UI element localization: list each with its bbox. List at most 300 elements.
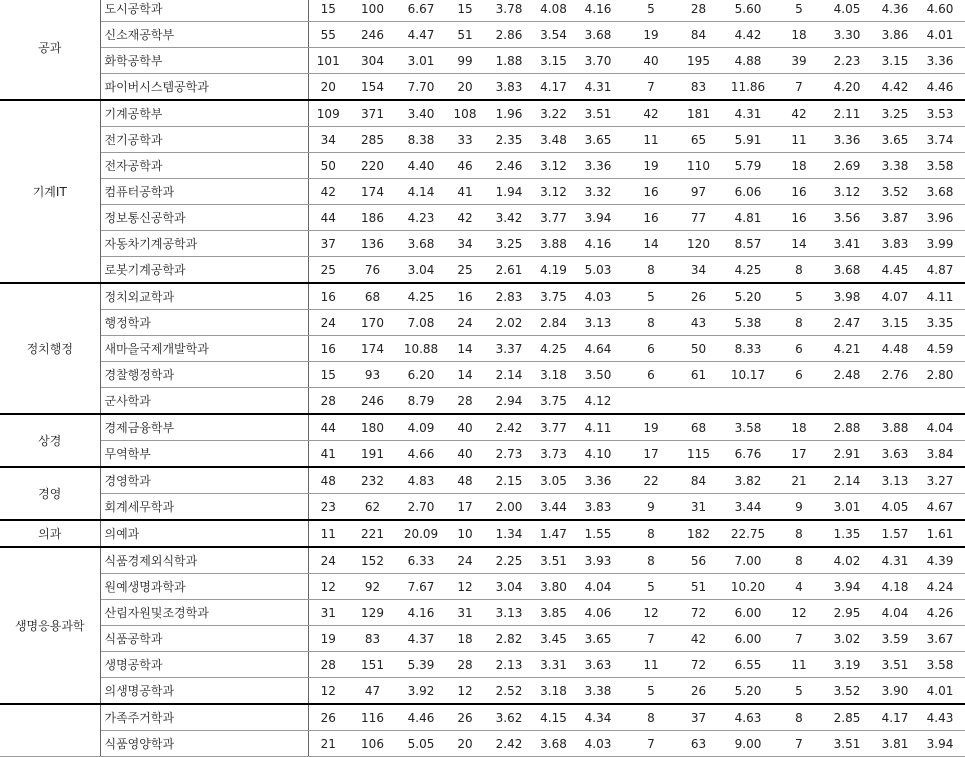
data-cell: 5.79 xyxy=(717,153,779,179)
department-name: 경제금융학부 xyxy=(100,414,308,441)
table-row xyxy=(0,100,965,127)
data-cell: 3.96 xyxy=(915,205,965,231)
data-cell: 3.63 xyxy=(574,652,622,678)
data-cell: 14 xyxy=(445,336,485,362)
group-label: 정치행정 xyxy=(0,283,100,414)
data-cell: 8.38 xyxy=(397,127,445,153)
data-cell: 4.25 xyxy=(397,283,445,310)
data-cell: 1.55 xyxy=(574,520,622,547)
data-cell: 20 xyxy=(445,74,485,101)
data-cell: 72 xyxy=(680,652,717,678)
table-row xyxy=(0,22,965,48)
data-cell: 2.83 xyxy=(485,283,533,310)
data-cell: 9 xyxy=(779,494,819,521)
data-cell: 4.12 xyxy=(574,388,622,415)
data-cell: 4.88 xyxy=(717,48,779,74)
data-cell: 3.18 xyxy=(533,678,574,705)
data-cell: 4.04 xyxy=(915,414,965,441)
data-cell: 4.83 xyxy=(397,467,445,494)
data-cell: 4.25 xyxy=(533,336,574,362)
data-cell: 42 xyxy=(445,205,485,231)
data-cell: 2.47 xyxy=(819,310,875,336)
data-cell: 2.42 xyxy=(485,731,533,757)
data-cell: 3.81 xyxy=(875,731,915,757)
data-cell: 22.75 xyxy=(717,520,779,547)
data-cell: 2.02 xyxy=(485,310,533,336)
data-cell: 5.20 xyxy=(717,678,779,705)
data-cell: 4.25 xyxy=(717,257,779,284)
data-cell: 3.51 xyxy=(533,547,574,574)
data-cell: 16 xyxy=(622,179,680,205)
data-cell: 182 xyxy=(680,520,717,547)
data-cell: 174 xyxy=(348,179,397,205)
data-cell: 10.20 xyxy=(717,574,779,600)
data-cell: 6 xyxy=(622,336,680,362)
data-cell: 18 xyxy=(779,414,819,441)
data-cell: 4.26 xyxy=(915,600,965,626)
data-cell: 3.83 xyxy=(574,494,622,521)
data-cell: 37 xyxy=(680,704,717,731)
data-cell: 3.25 xyxy=(875,100,915,127)
data-cell: 246 xyxy=(348,388,397,415)
data-cell: 28 xyxy=(680,0,717,22)
data-cell: 2.91 xyxy=(819,441,875,468)
table-row xyxy=(0,205,965,231)
data-cell: 72 xyxy=(680,600,717,626)
data-cell: 3.98 xyxy=(819,283,875,310)
data-cell: 4.11 xyxy=(574,414,622,441)
data-cell: 4.09 xyxy=(397,414,445,441)
data-cell: 3.68 xyxy=(915,179,965,205)
data-cell: 4.11 xyxy=(915,283,965,310)
data-cell: 11.86 xyxy=(717,74,779,101)
data-cell: 1.61 xyxy=(915,520,965,547)
data-cell: 3.63 xyxy=(875,441,915,468)
data-cell: 83 xyxy=(680,74,717,101)
data-cell: 55 xyxy=(308,22,348,48)
data-cell: 4.17 xyxy=(875,704,915,731)
department-name: 화학공학부 xyxy=(100,48,308,74)
data-cell: 16 xyxy=(779,179,819,205)
data-cell: 16 xyxy=(622,205,680,231)
data-cell: 4.17 xyxy=(533,74,574,101)
data-cell: 3.84 xyxy=(915,441,965,468)
data-cell: 8.33 xyxy=(717,336,779,362)
table-row xyxy=(0,520,965,547)
data-cell: 20.09 xyxy=(397,520,445,547)
department-name: 원예생명과학과 xyxy=(100,574,308,600)
data-cell: 191 xyxy=(348,441,397,468)
data-cell: 31 xyxy=(308,600,348,626)
data-cell: 3.15 xyxy=(533,48,574,74)
data-cell: 99 xyxy=(445,48,485,74)
data-cell: 6 xyxy=(622,362,680,388)
data-cell: 2.00 xyxy=(485,494,533,521)
data-cell: 3.13 xyxy=(485,600,533,626)
data-cell: 6.00 xyxy=(717,626,779,652)
data-cell: 5.20 xyxy=(717,283,779,310)
data-cell: 3.83 xyxy=(485,74,533,101)
table-row xyxy=(0,0,965,22)
data-cell: 25 xyxy=(308,257,348,284)
data-cell: 22 xyxy=(622,467,680,494)
data-cell: 28 xyxy=(445,652,485,678)
data-cell: 7 xyxy=(622,731,680,757)
data-cell: 18 xyxy=(779,153,819,179)
data-cell: 3.04 xyxy=(397,257,445,284)
data-cell: 8 xyxy=(779,704,819,731)
data-cell: 63 xyxy=(680,731,717,757)
table-row xyxy=(0,547,965,574)
data-cell: 26 xyxy=(308,704,348,731)
data-cell: 47 xyxy=(348,678,397,705)
data-cell: 220 xyxy=(348,153,397,179)
data-cell: 77 xyxy=(680,205,717,231)
data-cell: 12 xyxy=(308,574,348,600)
data-cell: 4.01 xyxy=(915,678,965,705)
data-cell: 4.19 xyxy=(533,257,574,284)
data-cell: 5.38 xyxy=(717,310,779,336)
data-cell: 371 xyxy=(348,100,397,127)
data-cell: 4.31 xyxy=(574,74,622,101)
department-name: 가족주거학과 xyxy=(100,704,308,731)
data-cell: 129 xyxy=(348,600,397,626)
data-cell: 18 xyxy=(445,626,485,652)
data-cell: 42 xyxy=(622,100,680,127)
data-cell: 3.50 xyxy=(574,362,622,388)
data-cell: 24 xyxy=(308,547,348,574)
data-cell: 151 xyxy=(348,652,397,678)
data-cell: 108 xyxy=(445,100,485,127)
data-cell: 11 xyxy=(622,652,680,678)
table-row xyxy=(0,362,965,388)
department-name: 식품경제외식학과 xyxy=(100,547,308,574)
data-cell: 4.15 xyxy=(533,704,574,731)
data-cell: 2.86 xyxy=(485,22,533,48)
data-cell: 10 xyxy=(445,520,485,547)
data-cell: 7 xyxy=(622,74,680,101)
table-row xyxy=(0,48,965,74)
department-name: 의예과 xyxy=(100,520,308,547)
data-cell: 48 xyxy=(445,467,485,494)
department-name: 로봇기계공학과 xyxy=(100,257,308,284)
data-cell: 8 xyxy=(779,547,819,574)
data-cell: 24 xyxy=(445,310,485,336)
data-cell: 3.56 xyxy=(819,205,875,231)
table-row xyxy=(0,652,965,678)
data-cell: 2.95 xyxy=(819,600,875,626)
data-cell: 48 xyxy=(308,467,348,494)
data-cell: 154 xyxy=(348,74,397,101)
data-cell: 3.88 xyxy=(875,414,915,441)
data-cell: 11 xyxy=(779,652,819,678)
data-cell: 3.58 xyxy=(915,652,965,678)
data-cell: 2.14 xyxy=(819,467,875,494)
data-cell: 4.18 xyxy=(875,574,915,600)
data-cell: 6.67 xyxy=(397,0,445,22)
data-cell: 2.42 xyxy=(485,414,533,441)
table-row xyxy=(0,574,965,600)
data-cell: 23 xyxy=(308,494,348,521)
data-cell: 26 xyxy=(445,704,485,731)
department-name: 의생명공학과 xyxy=(100,678,308,705)
data-cell: 68 xyxy=(348,283,397,310)
data-cell: 3.68 xyxy=(574,22,622,48)
group-label: 기계IT xyxy=(0,100,100,283)
data-cell: 5.39 xyxy=(397,652,445,678)
data-cell: 39 xyxy=(779,48,819,74)
department-name: 파이버시스템공학과 xyxy=(100,74,308,101)
data-cell: 68 xyxy=(680,414,717,441)
data-cell: 97 xyxy=(680,179,717,205)
data-cell: 10.17 xyxy=(717,362,779,388)
department-name: 자동차기계공학과 xyxy=(100,231,308,257)
data-cell: 2.15 xyxy=(485,467,533,494)
data-cell: 7 xyxy=(779,626,819,652)
data-cell: 19 xyxy=(622,414,680,441)
data-cell: 3.27 xyxy=(915,467,965,494)
data-cell: 4.01 xyxy=(915,22,965,48)
data-cell: 26 xyxy=(680,283,717,310)
data-cell: 3.31 xyxy=(533,652,574,678)
data-cell: 8 xyxy=(622,547,680,574)
data-cell: 24 xyxy=(445,547,485,574)
data-cell: 3.75 xyxy=(533,388,574,415)
data-cell: 174 xyxy=(348,336,397,362)
data-cell: 6.06 xyxy=(717,179,779,205)
table-row xyxy=(0,414,965,441)
data-cell: 5 xyxy=(622,574,680,600)
data-cell: 285 xyxy=(348,127,397,153)
data-cell: 83 xyxy=(348,626,397,652)
group-label: 경영 xyxy=(0,467,100,520)
data-cell: 3.92 xyxy=(397,678,445,705)
data-cell: 3.88 xyxy=(533,231,574,257)
data-cell: 34 xyxy=(680,257,717,284)
data-cell: 3.35 xyxy=(915,310,965,336)
data-cell: 5.60 xyxy=(717,0,779,22)
data-cell: 3.15 xyxy=(875,310,915,336)
data-cell: 4.64 xyxy=(574,336,622,362)
data-cell: 3.85 xyxy=(533,600,574,626)
data-cell: 40 xyxy=(622,48,680,74)
data-cell: 4.05 xyxy=(819,0,875,22)
data-cell: 7 xyxy=(779,731,819,757)
data-cell: 44 xyxy=(308,205,348,231)
data-cell: 2.80 xyxy=(915,362,965,388)
data-cell: 3.53 xyxy=(915,100,965,127)
data-cell: 4.46 xyxy=(915,74,965,101)
data-cell: 31 xyxy=(680,494,717,521)
data-cell: 11 xyxy=(622,127,680,153)
data-cell: 5 xyxy=(622,678,680,705)
data-cell: 8 xyxy=(779,520,819,547)
data-cell: 14 xyxy=(779,231,819,257)
data-cell: 2.82 xyxy=(485,626,533,652)
data-cell: 109 xyxy=(308,100,348,127)
table-row xyxy=(0,704,965,731)
department-name: 새마을국제개발학과 xyxy=(100,336,308,362)
department-name: 생명공학과 xyxy=(100,652,308,678)
data-cell: 4.16 xyxy=(397,600,445,626)
data-cell: 1.47 xyxy=(533,520,574,547)
data-cell: 16 xyxy=(779,205,819,231)
table-row xyxy=(0,257,965,284)
data-cell: 3.36 xyxy=(574,153,622,179)
data-cell: 3.90 xyxy=(875,678,915,705)
data-cell xyxy=(875,388,915,415)
data-cell: 4.59 xyxy=(915,336,965,362)
data-cell: 100 xyxy=(348,0,397,22)
data-cell: 246 xyxy=(348,22,397,48)
data-cell: 2.23 xyxy=(819,48,875,74)
data-cell: 3.68 xyxy=(819,257,875,284)
data-cell: 3.68 xyxy=(397,231,445,257)
data-cell: 4.43 xyxy=(915,704,965,731)
data-cell: 3.25 xyxy=(485,231,533,257)
data-cell: 18 xyxy=(779,22,819,48)
data-cell: 1.88 xyxy=(485,48,533,74)
department-name: 군사학과 xyxy=(100,388,308,415)
data-cell: 4.16 xyxy=(574,231,622,257)
data-cell: 3.65 xyxy=(574,127,622,153)
data-cell: 12 xyxy=(445,574,485,600)
data-cell xyxy=(915,388,965,415)
data-cell: 8 xyxy=(622,704,680,731)
data-cell: 4.06 xyxy=(574,600,622,626)
data-cell: 4.66 xyxy=(397,441,445,468)
data-cell: 3.44 xyxy=(717,494,779,521)
data-cell: 8 xyxy=(622,310,680,336)
data-cell: 4.34 xyxy=(574,704,622,731)
data-cell: 14 xyxy=(622,231,680,257)
data-cell: 28 xyxy=(308,652,348,678)
department-name: 경영학과 xyxy=(100,467,308,494)
data-cell: 2.52 xyxy=(485,678,533,705)
data-cell: 2.84 xyxy=(533,310,574,336)
data-cell: 42 xyxy=(680,626,717,652)
department-name: 전자공학과 xyxy=(100,153,308,179)
data-cell: 12 xyxy=(779,600,819,626)
data-cell: 5.91 xyxy=(717,127,779,153)
department-name: 기계공학부 xyxy=(100,100,308,127)
data-cell: 4.04 xyxy=(875,600,915,626)
data-cell: 4.47 xyxy=(397,22,445,48)
data-cell: 33 xyxy=(445,127,485,153)
data-cell: 24 xyxy=(308,310,348,336)
data-cell: 5 xyxy=(779,283,819,310)
data-cell: 44 xyxy=(308,414,348,441)
data-cell: 3.59 xyxy=(875,626,915,652)
data-cell: 3.05 xyxy=(533,467,574,494)
data-cell: 1.96 xyxy=(485,100,533,127)
data-cell: 170 xyxy=(348,310,397,336)
department-name: 컴퓨터공학과 xyxy=(100,179,308,205)
data-cell: 9.00 xyxy=(717,731,779,757)
data-cell: 101 xyxy=(308,48,348,74)
data-cell: 3.02 xyxy=(819,626,875,652)
data-cell: 4.45 xyxy=(875,257,915,284)
table-row xyxy=(0,153,965,179)
data-cell: 3.65 xyxy=(574,626,622,652)
data-cell: 4.20 xyxy=(819,74,875,101)
data-cell: 3.22 xyxy=(533,100,574,127)
data-cell: 2.88 xyxy=(819,414,875,441)
data-cell: 221 xyxy=(348,520,397,547)
data-cell: 4.03 xyxy=(574,731,622,757)
data-cell: 5.05 xyxy=(397,731,445,757)
data-cell: 3.37 xyxy=(485,336,533,362)
data-cell: 16 xyxy=(308,283,348,310)
data-cell: 3.40 xyxy=(397,100,445,127)
data-cell: 4.07 xyxy=(875,283,915,310)
data-cell: 3.44 xyxy=(533,494,574,521)
data-cell: 3.36 xyxy=(574,467,622,494)
data-cell: 3.30 xyxy=(819,22,875,48)
data-cell: 84 xyxy=(680,22,717,48)
data-cell: 2.25 xyxy=(485,547,533,574)
data-cell: 15 xyxy=(308,0,348,22)
data-cell: 3.75 xyxy=(533,283,574,310)
data-cell: 4.42 xyxy=(717,22,779,48)
data-cell: 17 xyxy=(622,441,680,468)
table-row xyxy=(0,231,965,257)
data-cell: 3.94 xyxy=(574,205,622,231)
data-cell: 3.74 xyxy=(915,127,965,153)
data-cell: 8 xyxy=(779,257,819,284)
data-cell: 5 xyxy=(779,0,819,22)
data-cell: 3.54 xyxy=(533,22,574,48)
data-cell: 1.34 xyxy=(485,520,533,547)
data-cell: 4.42 xyxy=(875,74,915,101)
data-cell: 8.79 xyxy=(397,388,445,415)
data-cell: 2.14 xyxy=(485,362,533,388)
data-cell: 3.62 xyxy=(485,704,533,731)
data-cell: 3.51 xyxy=(819,731,875,757)
data-cell: 4.10 xyxy=(574,441,622,468)
department-name: 경찰행정학과 xyxy=(100,362,308,388)
data-cell: 3.73 xyxy=(533,441,574,468)
data-cell: 62 xyxy=(348,494,397,521)
table-row xyxy=(0,626,965,652)
data-cell: 2.48 xyxy=(819,362,875,388)
data-cell: 4.02 xyxy=(819,547,875,574)
data-cell: 6.55 xyxy=(717,652,779,678)
group-label: 공과 xyxy=(0,0,100,100)
data-cell: 3.36 xyxy=(819,127,875,153)
data-cell: 4.08 xyxy=(533,0,574,22)
data-cell: 6.00 xyxy=(717,600,779,626)
data-cell: 84 xyxy=(680,467,717,494)
data-cell: 2.35 xyxy=(485,127,533,153)
data-cell: 4.05 xyxy=(875,494,915,521)
table-row xyxy=(0,179,965,205)
data-cell: 3.12 xyxy=(533,153,574,179)
data-cell: 186 xyxy=(348,205,397,231)
data-cell: 3.45 xyxy=(533,626,574,652)
data-cell: 3.13 xyxy=(875,467,915,494)
data-cell: 3.94 xyxy=(819,574,875,600)
data-cell: 92 xyxy=(348,574,397,600)
data-cell: 3.48 xyxy=(533,127,574,153)
data-cell: 3.32 xyxy=(574,179,622,205)
data-cell: 7 xyxy=(779,74,819,101)
department-name: 정치외교학과 xyxy=(100,283,308,310)
table-row xyxy=(0,388,965,415)
data-cell: 61 xyxy=(680,362,717,388)
data-cell: 4.24 xyxy=(915,574,965,600)
department-name: 전기공학과 xyxy=(100,127,308,153)
